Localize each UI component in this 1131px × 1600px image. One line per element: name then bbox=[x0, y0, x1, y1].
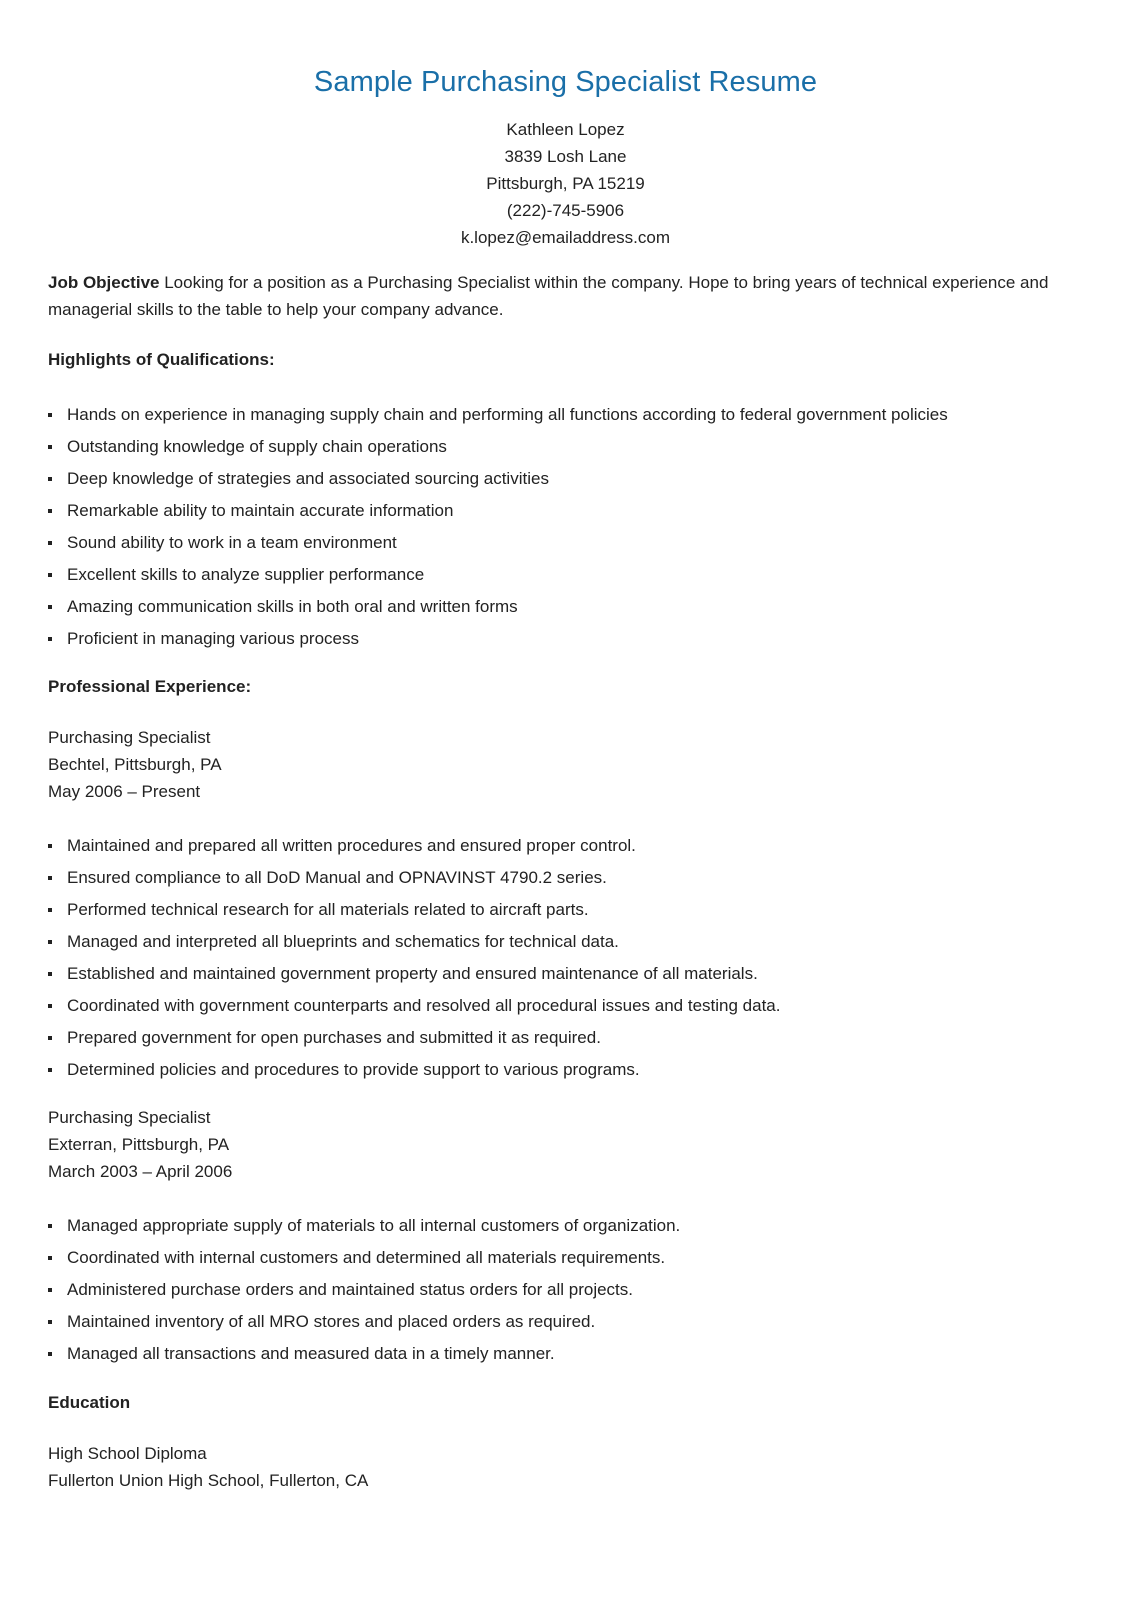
job-1-duties bbox=[48, 836, 1088, 1092]
job-objective bbox=[48, 269, 1098, 323]
highlights-list bbox=[48, 405, 1088, 661]
job-objective-text: Looking for a position as a Purchasing Specialist within the company. Hope to bring years of technical experience and managerial skills to the table to help your company advance. bbox=[48, 273, 1049, 319]
education-school: Fullerton Union High School, Fullerton, CA bbox=[48, 1471, 369, 1490]
education-entry bbox=[48, 1440, 368, 1494]
list-item: Ensured compliance to all DoD Manual and OPNAVINST 4790.2 series. bbox=[48, 868, 1088, 900]
contact-email: k.lopez@emailaddress.com bbox=[460, 228, 671, 247]
education-heading: Education bbox=[48, 1393, 131, 1412]
job-dates: May 2006 – Present bbox=[48, 782, 201, 801]
list-item: Coordinated with government counterparts and resolved all procedural issues and testing data. bbox=[48, 996, 1088, 1028]
list-item: Managed and interpreted all blueprints and schematics for technical data. bbox=[48, 932, 1088, 964]
job-dates: March 2003 – April 2006 bbox=[48, 1162, 233, 1181]
job-2-header bbox=[48, 1104, 232, 1185]
job-title: Purchasing Specialist bbox=[48, 728, 211, 747]
list-item: Amazing communication skills in both oral and written forms bbox=[48, 597, 1088, 629]
job-company: Bechtel, Pittsburgh, PA bbox=[48, 755, 222, 774]
list-item: Managed appropriate supply of materials to all internal customers of organization. bbox=[48, 1216, 1088, 1248]
list-item: Excellent skills to analyze supplier performance bbox=[48, 565, 1088, 597]
list-item: Proficient in managing various process bbox=[48, 629, 1088, 661]
contact-phone: (222)-745-5906 bbox=[506, 201, 625, 220]
list-item: Established and maintained government property and ensured maintenance of all materials. bbox=[48, 964, 1088, 996]
experience-heading: Professional Experience: bbox=[48, 677, 252, 696]
contact-city: Pittsburgh, PA 15219 bbox=[486, 174, 645, 193]
contact-name: Kathleen Lopez bbox=[506, 120, 625, 139]
list-item: Determined policies and procedures to provide support to various programs. bbox=[48, 1060, 1088, 1092]
job-title: Purchasing Specialist bbox=[48, 1108, 211, 1127]
list-item: Coordinated with internal customers and determined all materials requirements. bbox=[48, 1248, 1088, 1280]
list-item: Remarkable ability to maintain accurate information bbox=[48, 501, 1088, 533]
highlights-heading: Highlights of Qualifications: bbox=[48, 350, 275, 369]
list-item: Managed all transactions and measured data in a timely manner. bbox=[48, 1344, 1088, 1376]
list-item: Administered purchase orders and maintained status orders for all projects. bbox=[48, 1280, 1088, 1312]
list-item: Performed technical research for all materials related to aircraft parts. bbox=[48, 900, 1088, 932]
contact-block bbox=[0, 116, 1131, 251]
list-item: Outstanding knowledge of supply chain operations bbox=[48, 437, 1088, 469]
list-item: Maintained inventory of all MRO stores and placed orders as required. bbox=[48, 1312, 1088, 1344]
job-1-header bbox=[48, 724, 222, 805]
contact-street: 3839 Losh Lane bbox=[504, 147, 627, 166]
job-2-duties bbox=[48, 1216, 1088, 1376]
job-objective-label: Job Objective bbox=[48, 273, 160, 292]
list-item: Maintained and prepared all written procedures and ensured proper control. bbox=[48, 836, 1088, 868]
list-item: Hands on experience in managing supply chain and performing all functions according to federal government policies bbox=[48, 405, 1088, 437]
page-title: Sample Purchasing Specialist Resume bbox=[313, 66, 818, 98]
list-item: Prepared government for open purchases and submitted it as required. bbox=[48, 1028, 1088, 1060]
education-degree: High School Diploma bbox=[48, 1444, 207, 1463]
list-item: Deep knowledge of strategies and associated sourcing activities bbox=[48, 469, 1088, 501]
job-company: Exterran, Pittsburgh, PA bbox=[48, 1135, 230, 1154]
list-item: Sound ability to work in a team environment bbox=[48, 533, 1088, 565]
